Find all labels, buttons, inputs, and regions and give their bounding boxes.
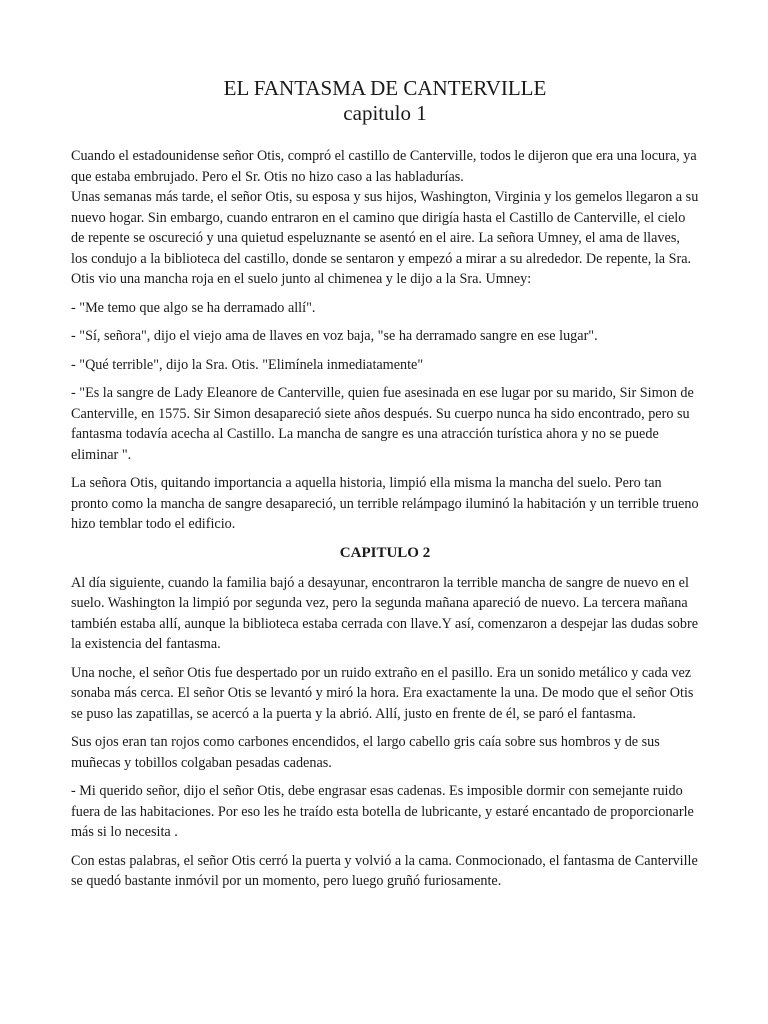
paragraph: La señora Otis, quitando importancia a aquella historia, limpió ella misma la mancha del suelo. Pero tan pronto como la mancha de sangre desapareció, un terrible relámpago iluminó la habitación y un terrible trueno hizo temblar todo el edificio. xyxy=(71,475,699,532)
paragraph: Unas semanas más tarde, el señor Otis, su esposa y sus hijos, Washington, Virginia y los gemelos llegaron a su nuevo hogar. Sin embargo, cuando entraron en el camino que dirigía hasta el Castillo de Canterville, el cielo de repente se oscureció y una quietud espeluznante se asentó en el aire. La señora Umney, el ama de llaves, los condujo a la biblioteca del castillo, donde se sentaron y empezó a mirar a su alrededor. De repente, la Sra. Otis vio una mancha roja en el suelo junto al chimenea y le dijo a la Sra. Umney: xyxy=(71,189,699,287)
dialogue-line: - "Es la sangre de Lady Eleanore de Canterville, quien fue asesinada en ese lugar por su marido, Sir Simon de Canterville, en 1575. Sir Simon desapareció siete años después. Su cuerpo nunca ha sido encontrado, pero su fantasma todavía acecha al Castillo. La mancha de sangre es una atracción turística ahora y no se puede eliminar ". xyxy=(71,385,694,463)
dialogue-line: - "Me temo que algo se ha derramado allí". xyxy=(71,299,316,316)
paragraph: Al día siguiente, cuando la familia bajó a desayunar, encontraron la terrible mancha de sangre de nuevo en el suelo. Washington la limpió por segunda vez, pero la segunda mañana apareció de nuevo. La tercera mañana también estaba allí, aunque la biblioteca estaba cerrada con llave.Y así, comenzaron a despejar las dudas sobre la existencia del fantasma. xyxy=(71,574,698,652)
dialogue-line: - "Sí, señora", dijo el viejo ama de llaves en voz baja, "se ha derramado sangre en ese lugar". xyxy=(71,328,598,344)
paragraph: Sus ojos eran tan rojos como carbones encendidos, el largo cabello gris caía sobre sus hombros y de sus muñecas y tobillos colgaban pesadas cadenas. xyxy=(71,734,660,771)
dialogue-line: - Mi querido señor, dijo el señor Otis, debe engrasar esas cadenas. Es imposible dormir con semejante ruido fuera de las habitaciones. Por eso les he traído esta botella de lubricante, y estaré encantado de proporcionarle más si lo necesita . xyxy=(71,783,694,840)
document-page xyxy=(71,76,699,900)
paragraph: Cuando el estadounidense señor Otis, compró el castillo de Canterville, todos le dijeron que era una locura, ya que estaba embrujado. Pero el Sr. Otis no hizo caso a las habladurías. xyxy=(71,148,697,185)
chapter-1-heading: capitulo 1 xyxy=(343,101,427,125)
dialogue-line: - "Qué terrible", dijo la Sra. Otis. "Elimínela inmediatamente" xyxy=(71,356,424,373)
paragraph: Con estas palabras, el señor Otis cerró la puerta y volvió a la cama. Conmocionado, el fantasma de Canterville se quedó bastante inmóvil por un momento, pero luego gruñó furiosamente. xyxy=(71,852,698,889)
document-title: EL FANTASMA DE CANTERVILLE xyxy=(223,76,547,100)
paragraph: Una noche, el señor Otis fue despertado por un ruido extraño en el pasillo. Era un sonido metálico y cada vez sonaba más cerca. El señor Otis se levantó y miró la hora. Era exactamente la una. De modo que el señor Otis se puso las zapatillas, se acercó a la puerta y la abrió. Allí, justo en frente de él, se paró el fantasma. xyxy=(71,664,694,722)
chapter-2-heading: CAPITULO 2 xyxy=(339,544,431,561)
